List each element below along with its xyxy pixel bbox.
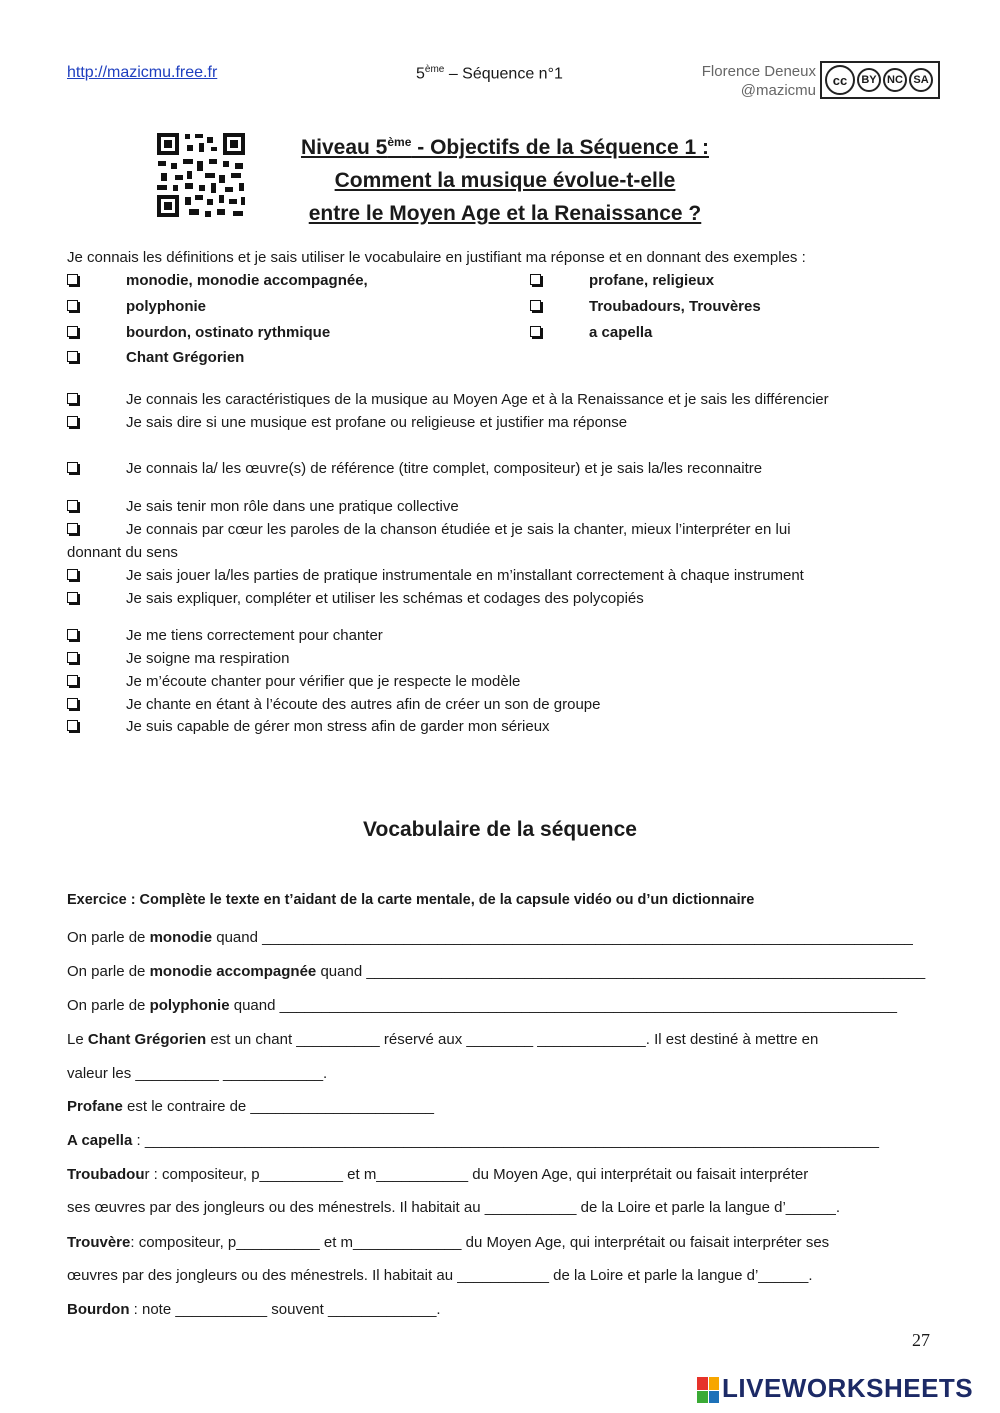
exercise-line-polyphonie[interactable]: On parle de polyphonie quand __________________________________________________________________________	[67, 997, 897, 1014]
exercise-line-chant-gregorien[interactable]: Le Chant Grégorien est un chant __________ réservé aux ________ _____________. Il est destiné à mettre en	[67, 1031, 819, 1048]
checkbox-icon[interactable]	[67, 300, 78, 311]
checkbox-icon[interactable]	[530, 326, 541, 337]
objective-label: Je connais les caractéristiques de la musique au Moyen Age et à la Renaissance et je sais les différencier	[126, 391, 829, 408]
checkbox-icon[interactable]	[67, 592, 78, 603]
objective-check-item[interactable]	[67, 390, 78, 410]
vocab-label: Troubadours, Trouvères	[589, 298, 761, 315]
objective-label: Je soigne ma respiration	[126, 650, 290, 667]
liveworksheets-brand[interactable]: LIVEWORKSHEETS	[722, 1373, 974, 1403]
checkbox-icon[interactable]	[67, 393, 78, 404]
vocab-check-item[interactable]	[530, 323, 541, 343]
objective-check-item[interactable]	[67, 413, 78, 433]
checkbox-icon[interactable]	[67, 274, 78, 285]
objective-label: Je me tiens correctement pour chanter	[126, 627, 383, 644]
exercise-line-trouvere-cont[interactable]: œuvres par des jongleurs ou des ménestrels. Il habitait au ___________ de la Loire et parle la langue d’______.	[67, 1267, 813, 1284]
objective-label: Je sais jouer la/les parties de pratique instrumentale en m’installant correctement à chaque instrument	[126, 567, 804, 584]
exercise-line-troubadour-cont[interactable]: ses œuvres par des jongleurs ou des ménestrels. Il habitait au ___________ de la Loire et parle la langue d’______.	[67, 1199, 841, 1216]
cc-license-badge	[820, 61, 940, 99]
checkbox-icon[interactable]	[67, 523, 78, 534]
exercise-line-valeur[interactable]: valeur les __________ ____________.	[67, 1065, 328, 1082]
checkbox-icon[interactable]	[67, 500, 78, 511]
objective-label: Je m’écoute chanter pour vérifier que je respecte le modèle	[126, 673, 521, 690]
objective-label: Je sais dire si une musique est profane ou religieuse et justifier ma réponse	[126, 414, 628, 431]
vocab-check-item[interactable]	[530, 297, 541, 317]
checkbox-icon[interactable]	[67, 351, 78, 362]
header-url-link[interactable]: http://mazicmu.free.fr	[67, 64, 218, 81]
vocabulary-title: Vocabulaire de la séquence	[363, 818, 637, 841]
checkbox-icon[interactable]	[67, 462, 78, 473]
checkbox-icon[interactable]	[530, 274, 541, 285]
objective-check-item[interactable]	[67, 672, 78, 692]
header-sequence: 5ème – Séquence n°1	[416, 64, 563, 83]
checkbox-icon[interactable]	[67, 569, 78, 580]
vocab-label: bourdon, ostinato rythmique	[126, 324, 331, 341]
objective-label: Je connais par cœur les paroles de la chanson étudiée et je sais la chanter, mieux l’interpréter en lui	[126, 521, 791, 538]
vocab-check-item[interactable]	[67, 271, 78, 291]
exercise-line-monodie[interactable]: On parle de monodie quand ______________________________________________________________________________	[67, 929, 913, 946]
objective-label-continued: donnant du sens	[67, 544, 178, 561]
objective-check-item[interactable]	[67, 626, 78, 646]
checkbox-icon[interactable]	[67, 720, 78, 731]
vocab-check-item[interactable]	[67, 348, 78, 368]
objective-check-item[interactable]	[67, 649, 78, 669]
sa-icon: SA	[909, 68, 933, 92]
objective-check-item[interactable]	[67, 497, 78, 517]
exercise-line-monodie-accompagnee[interactable]: On parle de monodie accompagnée quand ___________________________________________________________________	[67, 963, 926, 980]
objective-check-item[interactable]	[67, 459, 78, 479]
title-line-1: Niveau 5ème - Objectifs de la Séquence 1 :	[300, 135, 709, 159]
checkbox-icon[interactable]	[67, 416, 78, 427]
author-signature: Florence Deneux @mazicmu	[701, 63, 816, 99]
exercise-line-profane[interactable]: Profane est le contraire de ______________________	[67, 1098, 434, 1115]
exercise-line-a-capella[interactable]: A capella : ________________________________________________________________________________________	[67, 1132, 879, 1149]
vocab-label: Chant Grégorien	[126, 349, 245, 366]
checkbox-icon[interactable]	[67, 652, 78, 663]
objective-label: Je sais tenir mon rôle dans une pratique collective	[126, 498, 459, 515]
cc-icon: cc	[825, 65, 855, 95]
objective-label: Je suis capable de gérer mon stress afin de garder mon sérieux	[126, 718, 550, 735]
exercise-instruction: Exercice : Complète le texte en t’aidant de la carte mentale, de la capsule vidéo ou d’un dictionnaire	[67, 892, 755, 908]
nc-icon: NC	[883, 68, 907, 92]
title-line-3: entre le Moyen Age et la Renaissance ?	[308, 202, 702, 225]
objective-label: Je connais la/ les œuvre(s) de référence (titre complet, compositeur) et je sais la/les reconnaitre	[126, 460, 763, 477]
objective-label: Je chante en étant à l’écoute des autres afin de créer un son de groupe	[126, 696, 601, 713]
vocab-label: monodie, monodie accompagnée,	[126, 272, 368, 289]
title-line-2: Comment la musique évolue-t-elle	[334, 169, 676, 192]
vocab-check-item[interactable]	[67, 323, 78, 343]
objective-check-item[interactable]	[67, 589, 78, 609]
vocab-check-item[interactable]	[67, 297, 78, 317]
objective-check-item[interactable]	[67, 520, 78, 540]
vocab-label: a capella	[589, 324, 653, 341]
by-icon: BY	[857, 68, 881, 92]
exercise-line-trouvere[interactable]: Trouvère: compositeur, p__________ et m_____________ du Moyen Age, qui interprétait ou faisait interpréter ses	[67, 1234, 830, 1251]
checkbox-icon[interactable]	[67, 326, 78, 337]
page-number: 27	[912, 1330, 930, 1350]
qr-code-icon	[155, 131, 247, 219]
checkbox-icon[interactable]	[67, 698, 78, 709]
checkbox-icon[interactable]	[67, 675, 78, 686]
liveworksheets-logo-icon	[697, 1377, 719, 1403]
page-title	[255, 126, 755, 230]
objective-check-item[interactable]	[67, 566, 78, 586]
vocab-label: profane, religieux	[589, 272, 715, 289]
vocab-label: polyphonie	[126, 298, 206, 315]
objective-check-item[interactable]	[67, 695, 78, 715]
vocab-check-item[interactable]	[530, 271, 541, 291]
objective-check-item[interactable]	[67, 717, 78, 737]
exercise-line-bourdon[interactable]: Bourdon : note ___________ souvent _____________.	[67, 1301, 441, 1318]
checkbox-icon[interactable]	[530, 300, 541, 311]
checkbox-icon[interactable]	[67, 629, 78, 640]
objectives-intro: Je connais les définitions et je sais utiliser le vocabulaire en justifiant ma réponse et en donnant des exemples :	[67, 249, 806, 266]
exercise-line-troubadour[interactable]: Troubadour : compositeur, p__________ et m___________ du Moyen Age, qui interprétait ou faisait interpréter	[67, 1166, 809, 1183]
objective-label: Je sais expliquer, compléter et utiliser les schémas et codages des polycopiés	[126, 590, 644, 607]
